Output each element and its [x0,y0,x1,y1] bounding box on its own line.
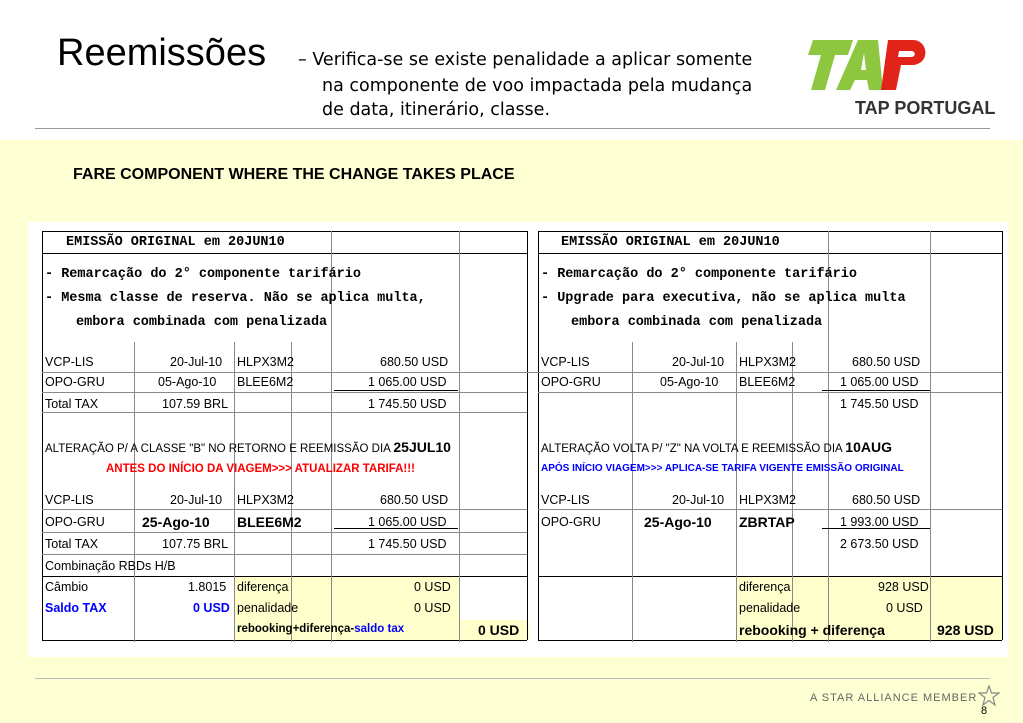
right-heading: EMISSÃO ORIGINAL em 20JUN10 [561,235,780,250]
right-new-fare-2: ZBRTAP [739,514,795,530]
left-new-date-1: 20-Jul-10 [170,493,223,507]
right-new-date-2: 25-Ago-10 [644,514,712,530]
left-alteration-text: ALTERAÇÃO P/ A CLASSE "B" NO RETORNO E REEMISSÃO DIA [45,443,394,455]
left-new-fare-2: BLEE6M2 [237,514,302,530]
right-orig-fare-1: HLPX3M2 [739,355,796,369]
right-orig-date-1: 20-Jul-10 [672,355,725,369]
right-new-route-2: OPO-GRU [541,515,601,529]
left-cambio-value: 1.8015 [188,580,227,594]
page-number: 8 [981,705,988,717]
right-new-amount-1: 680.50 USD [852,493,921,507]
left-orig-tax: 107.59 BRL [162,397,229,411]
right-penalidade-value: 0 USD [886,601,923,615]
subtitle-line-1: – Verifica-se se existe penalidade a aplicar somente [298,50,753,70]
right-new-route-1: VCP-LIS [541,493,590,507]
left-diferenca-value: 0 USD [414,580,451,594]
right-diferenca-label: diferença [739,580,791,594]
right-rebooking-value: 928 USD [937,622,994,638]
right-alert: APÓS INÍCIO VIAGEM>>> APLICA-SE TARIFA VIGENTE EMISSÃO ORIGINAL [541,463,904,474]
right-alteration [541,437,892,459]
header-divider [35,128,990,129]
left-penalidade-label: penalidade [237,601,299,615]
section-title: FARE COMPONENT WHERE THE CHANGE TAKES PLACE [73,166,515,183]
left-alteration-date: 25JUL10 [393,439,451,455]
right-new-total: 2 673.50 USD [840,537,919,551]
logo-text: TAP PORTUGAL [855,98,996,118]
left-orig-route-1: VCP-LIS [45,355,94,369]
left-penalidade-value: 0 USD [414,601,451,615]
right-orig-total: 1 745.50 USD [840,397,919,411]
left-orig-total-label: Total TAX [45,397,99,411]
star-alliance-text: A STAR ALLIANCE MEMBER [810,692,978,704]
left-new-amount-1: 680.50 USD [380,493,449,507]
right-orig-date-2: 05-Ago-10 [660,375,719,389]
left-orig-date-1: 20-Jul-10 [170,355,223,369]
left-cambio-label: Câmbio [45,580,89,594]
left-orig-amount-1: 680.50 USD [380,355,449,369]
left-orig-fare-1: HLPX3M2 [237,355,294,369]
right-new-fare-1: HLPX3M2 [739,493,796,507]
left-alert: ANTES DO INÍCIO DA VIAGEM>>> ATUALIZAR TARIFA!!! [106,463,415,475]
left-alteration [45,437,451,459]
right-alteration-date: 10AUG [845,439,892,455]
slide-title: Reemissões [57,32,267,74]
left-diferenca-label: diferença [237,580,289,594]
left-note-1: - Remarcação do 2° componente tarifário [45,267,361,282]
left-saldo-value: 0 USD [193,601,230,615]
left-orig-total: 1 745.50 USD [368,397,447,411]
right-orig-amount-1: 680.50 USD [852,355,921,369]
right-note-3: embora combinada com penalizada [571,315,823,330]
left-new-amount-2: 1 065.00 USD [368,515,447,529]
right-diferenca-value: 928 USD [878,580,929,594]
left-new-total: 1 745.50 USD [368,537,447,551]
right-penalidade-label: penalidade [739,601,801,615]
left-new-total-label: Total TAX [45,537,99,551]
right-orig-route-2: OPO-GRU [541,375,601,389]
left-new-date-2: 25-Ago-10 [142,514,210,530]
left-rebooking-saldo: saldo tax [354,623,405,635]
left-note-2: - Mesma classe de reserva. Não se aplica multa, [45,291,426,306]
left-note-3: embora combinada com penalizada [76,315,328,330]
left-orig-route-2: OPO-GRU [45,375,105,389]
left-rebooking-label [237,619,404,639]
fare-table [28,222,1008,657]
right-note-1: - Remarcação do 2° componente tarifário [541,267,857,282]
left-saldo-label: Saldo TAX [45,601,107,615]
left-new-route-1: VCP-LIS [45,493,94,507]
subtitle-line-2: na componente de voo impactada pela mudança [322,76,753,96]
right-orig-fare-2: BLEE6M2 [739,375,796,389]
subtitle-line-3: de data, itinerário, classe. [322,100,551,120]
footer-divider [35,678,990,679]
left-rebooking-value: 0 USD [478,622,520,638]
left-rbd: Combinação RBDs H/B [45,559,176,573]
left-orig-date-2: 05-Ago-10 [158,375,217,389]
right-note-2: - Upgrade para executiva, não se aplica multa [541,291,906,306]
left-new-route-2: OPO-GRU [45,515,105,529]
left-heading: EMISSÃO ORIGINAL em 20JUN10 [66,235,285,250]
star-alliance-icon [978,685,1000,707]
left-orig-amount-2: 1 065.00 USD [368,375,447,389]
left-new-fare-1: HLPX3M2 [237,493,294,507]
right-rebooking-label: rebooking + diferença [739,622,885,638]
left-orig-fare-2: BLEE6M2 [237,375,294,389]
left-new-tax: 107.75 BRL [162,537,229,551]
right-orig-amount-2: 1 065.00 USD [840,375,919,389]
right-alteration-text: ALTERAÇÃO VOLTA P/ "Z" NA VOLTA E REEMISSÃO DIA [541,443,846,455]
left-rebooking-text: rebooking+diferença- [237,623,355,635]
right-new-amount-2: 1 993.00 USD [840,515,919,529]
right-orig-route-1: VCP-LIS [541,355,590,369]
right-new-date-1: 20-Jul-10 [672,493,725,507]
